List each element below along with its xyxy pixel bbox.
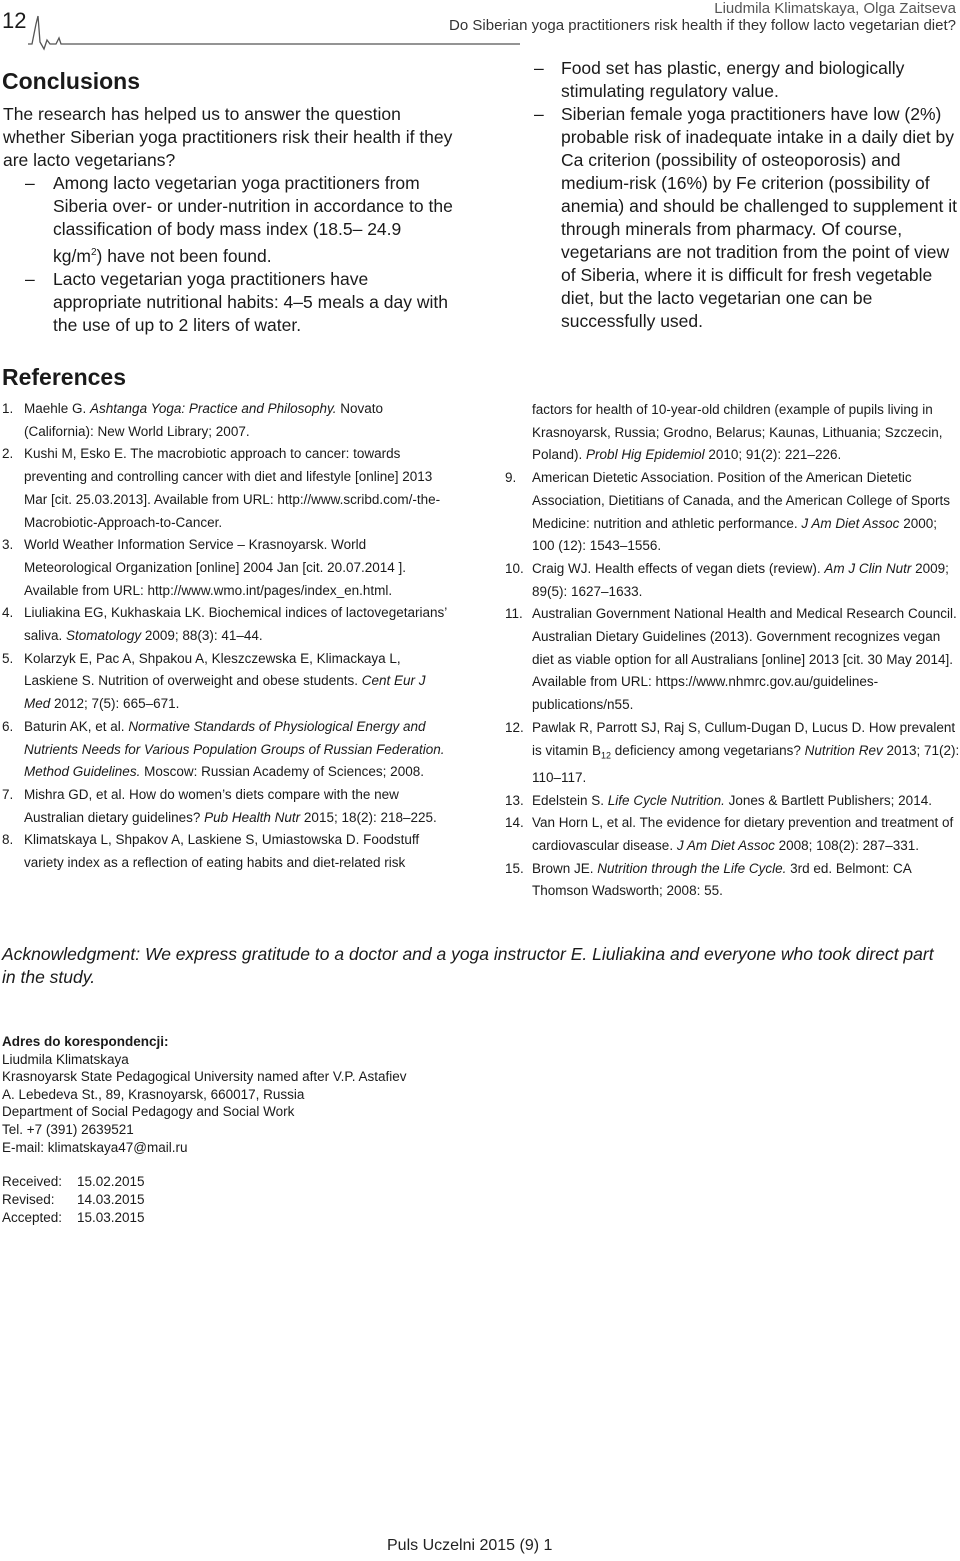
subscript: 12 — [601, 750, 612, 761]
reference-item — [505, 467, 960, 558]
reference-number: 14. — [505, 815, 524, 831]
reference-item — [2, 443, 454, 534]
reference-number: 8. — [2, 832, 14, 848]
header-authors: Liudmila Klimatskaya, Olga Zaitseva — [714, 0, 956, 17]
reference-text: Van Horn L, et al. The evidence for dietary prevention and treatment of cardiovascular disease. — [532, 815, 954, 854]
reference-text: World Weather Information Service – Krasnoyarsk. World Meteorological Organization [online] 2004 Jan [cit. 20.07.2014 ]. Available from URL: http://www.wmo.int/pages/index_en.html. — [24, 537, 406, 598]
reference-text: 3rd ed. Belmont: CA Thomson Wadsworth; 2008: 55. — [532, 860, 911, 899]
revised-label: Revised: — [2, 1192, 55, 1207]
conclusion-item — [530, 57, 960, 103]
reference-item — [2, 602, 454, 647]
reference-text: Craig WJ. Health effects of vegan diets (review). — [532, 560, 825, 576]
reference-number: 11. — [505, 606, 523, 622]
reference-text: Baturin AK, et al. — [24, 718, 129, 734]
dash-bullet: – — [25, 268, 35, 289]
references-left-column — [2, 398, 454, 875]
references-right-column — [505, 399, 960, 903]
conclusions-heading: Conclusions — [2, 68, 141, 94]
conclusions-left-column — [3, 103, 455, 337]
received-label: Received: — [2, 1174, 63, 1189]
submission-dates — [2, 1173, 145, 1227]
correspondence-institution: Krasnoyarsk State Pedagogical University named after V.P. Astafiev — [2, 1069, 407, 1085]
reference-text: 2009; 88(3): 41–44. — [141, 628, 263, 644]
reference-text: 2013; 71(2): 110–117. — [532, 742, 960, 785]
reference-text: Moscow: Russian Academy of Sciences; 2008. — [140, 764, 424, 780]
reference-text: 2009; 89(5): 1627–1633. — [532, 560, 949, 599]
acknowledgment: Acknowledgment: We express gratitude to a doctor and a yoga instructor E. Liuliakina and everyone who took direct part in the study. — [2, 944, 934, 987]
reference-item — [505, 790, 960, 813]
reference-italic: Am J Clin Nutr — [824, 560, 912, 576]
reference-item — [2, 648, 454, 716]
reference-text: Australian Government National Health and Medical Research Council. Australian Dietary Guidelines (2013). Government recognizes vegan diet as viable option for all Australians [online] 2013 [cit. 30 May 2014]. Available from URL: https://www.nhmrc.gov.au/guidelines-publications/n55. — [532, 606, 957, 713]
reference-italic: Cent Eur J Med — [24, 673, 426, 712]
header-article-title: Do Siberian yoga practitioners risk health if they follow lacto vegetarian diet? — [449, 17, 956, 34]
reference-italic: Ashtanga Yoga: Practice and Philosophy. — [90, 401, 337, 416]
reference-text: factors for health of 10-year-old children (example of pupils living in Krasnoyarsk, Russia; Grodno, Belarus; Kaunas, Lithuania; Szczecin, Poland). — [532, 402, 943, 463]
reference-text: Maehle G. — [24, 401, 91, 416]
correspondence-name: Liudmila Klimatskaya — [2, 1051, 129, 1067]
references-heading: References — [2, 364, 127, 390]
reference-text: Liuliakina EG, Kukhaskaia LK. Biochemical indices of lactovegetarians’ saliva. — [24, 605, 447, 644]
reference-item — [2, 716, 454, 784]
reference-number: 5. — [2, 650, 14, 666]
reference-italic: Life Cycle Nutrition. — [607, 792, 725, 808]
conclusion-item-text: Lacto vegetarian yoga practitioners have appropriate nutritional habits: 4–5 meals a day with the use of up to 2 liters of water. — [53, 268, 448, 335]
reference-text: Edelstein S. — [532, 792, 608, 808]
reference-text: Brown JE. — [532, 860, 598, 876]
reference-italic: J Am Diet Assoc — [676, 838, 775, 854]
correspondence-email: E-mail: klimatskaya47@mail.ru — [2, 1139, 188, 1155]
dash-bullet: – — [534, 104, 544, 124]
conclusion-item-text: Among lacto vegetarian yoga practitioners from Siberia over- or under-nutrition in accordance to the classification of body mass index (18.5– 24.9 kg/m — [53, 173, 453, 266]
page-number: 12 — [2, 8, 27, 33]
reference-italic: Probl Hig Epidemiol — [586, 447, 705, 463]
reference-text: deficiency among vegetarians? — [611, 742, 805, 758]
reference-number: 10. — [505, 560, 524, 576]
conclusion-item — [3, 172, 455, 268]
dash-bullet: – — [534, 58, 544, 78]
reference-italic: Normative Standards of Physiological Energy and Nutrients Needs for Various Population Groups of Russian Federation. Method Guidelines. — [24, 718, 445, 780]
reference-item — [2, 398, 454, 443]
reference-text: Pawlak R, Parrott SJ, Raj S, Cullum-Dugan D, Lucus D. How prevalent is vitamin B — [532, 719, 956, 758]
conclusions-intro: The research has helped us to answer the question whether Siberian yoga practitioners risk their health if they are lacto vegetarians? — [3, 104, 453, 170]
reference-item — [505, 812, 960, 857]
reference-number: 15. — [505, 860, 524, 876]
reference-text: 2010; 91(2): 221–226. — [704, 447, 842, 463]
reference-number: 7. — [2, 786, 14, 802]
accepted-value: 15.03.2015 — [77, 1210, 145, 1225]
journal-footer: Puls Uczelni 2015 (9) 1 — [387, 1537, 553, 1554]
superscript: 2 — [90, 247, 97, 258]
reference-item — [505, 717, 960, 790]
conclusion-item-text: Food set has plastic, energy and biologically stimulating regulatory value. — [561, 58, 905, 101]
revised-value: 14.03.2015 — [77, 1192, 145, 1207]
reference-number: 12. — [505, 719, 524, 735]
reference-text: Novato (California): New World Library; 2007. — [24, 401, 383, 439]
received-value: 15.02.2015 — [77, 1174, 145, 1189]
reference-item — [2, 534, 454, 602]
conclusion-item — [530, 103, 960, 333]
reference-number: 2. — [2, 446, 14, 462]
reference-item — [2, 829, 454, 874]
dash-bullet: – — [25, 173, 35, 193]
revised-date-row — [2, 1191, 145, 1209]
reference-italic: Nutrition through the Life Cycle. — [597, 860, 787, 876]
reference-text: American Dietetic Association. Position of the American Dietetic Association, Dietitians of Canada, and the American College of Sports Medicine: nutrition and athletic performance. — [532, 470, 950, 531]
reference-item — [505, 558, 960, 603]
reference-italic: J Am Diet Assoc — [801, 515, 900, 531]
accepted-date-row — [2, 1209, 145, 1227]
accepted-label: Accepted: — [2, 1210, 63, 1225]
correspondence-block — [2, 1033, 406, 1156]
reference-number: 3. — [2, 537, 14, 553]
reference-text: Jones & Bartlett Publishers; 2014. — [724, 792, 932, 808]
reference-number: 4. — [2, 605, 14, 621]
reference-text: Kolarzyk E, Pac A, Shpakou A, Kleszczewska E, Klimackaya L, Laskiene S. Nutrition of overweight and obese students. — [24, 650, 401, 689]
reference-item — [505, 858, 960, 903]
conclusion-item — [3, 268, 455, 337]
reference-item — [2, 784, 454, 829]
received-date-row — [2, 1173, 145, 1191]
reference-text: 2008; 108(2): 287–331. — [774, 838, 919, 854]
reference-text: Klimatskaya L, Shpakov A, Laskiene S, Umiastowska D. Foodstuff variety index as a reflection of eating habits and diet-related risk — [24, 832, 420, 871]
reference-italic: Pub Health Nutr — [204, 809, 301, 825]
reference-italic: Nutrition Rev — [804, 742, 883, 758]
reference-text: 2000; 100 (12): 1543–1556. — [532, 515, 937, 554]
reference-item — [505, 603, 960, 717]
reference-text: Mishra GD, et al. How do women’s diets compare with the new Australian dietary guidelines? — [24, 786, 399, 825]
correspondence-department: Department of Social Pedagogy and Social Work — [2, 1104, 295, 1120]
reference-number: 13. — [505, 792, 524, 808]
conclusion-item-text: Siberian female yoga practitioners have low (2%) probable risk of inadequate intake in a daily diet by Ca criterion (possibility of osteoporosis) and medium-risk (16%) by Fe criterion (possibility of anemia) and should be challenged to supplement it through minerals from pharmacy. Of course, vegetarians are not tradition from the point of view of Siberia, where it is difficult for fresh vegetable diet, but the lacto vegetarian one can be successfully used. — [561, 104, 957, 331]
reference-text: Kushi M, Esko E. The macrobiotic approach to cancer: towards preventing and controlling cancer with diet and lifestyle [online] 2013 Mar [cit. 25.03.2013]. Available from URL: http://www.scribd.com/-the-Macrobiotic-Approach-to-Cancer. — [24, 446, 441, 530]
reference-number: 6. — [2, 718, 14, 734]
correspondence-heading: Adres do korespondencji: — [2, 1034, 169, 1049]
correspondence-phone: Tel. +7 (391) 2639521 — [2, 1121, 134, 1137]
correspondence-address: A. Lebedeva St., 89, Krasnoyarsk, 660017, Russia — [2, 1086, 305, 1102]
conclusions-right-column — [530, 57, 960, 333]
reference-italic: Stomatology — [66, 628, 142, 644]
reference-number: 1. — [2, 401, 14, 416]
conclusion-item-text: ) have not been found. — [96, 245, 272, 266]
reference-text: 2012; 7(5): 665–671. — [50, 696, 180, 712]
reference-text: 2015; 18(2): 218–225. — [300, 809, 437, 825]
reference-item-continued — [505, 399, 960, 467]
reference-number: 9. — [505, 470, 517, 486]
